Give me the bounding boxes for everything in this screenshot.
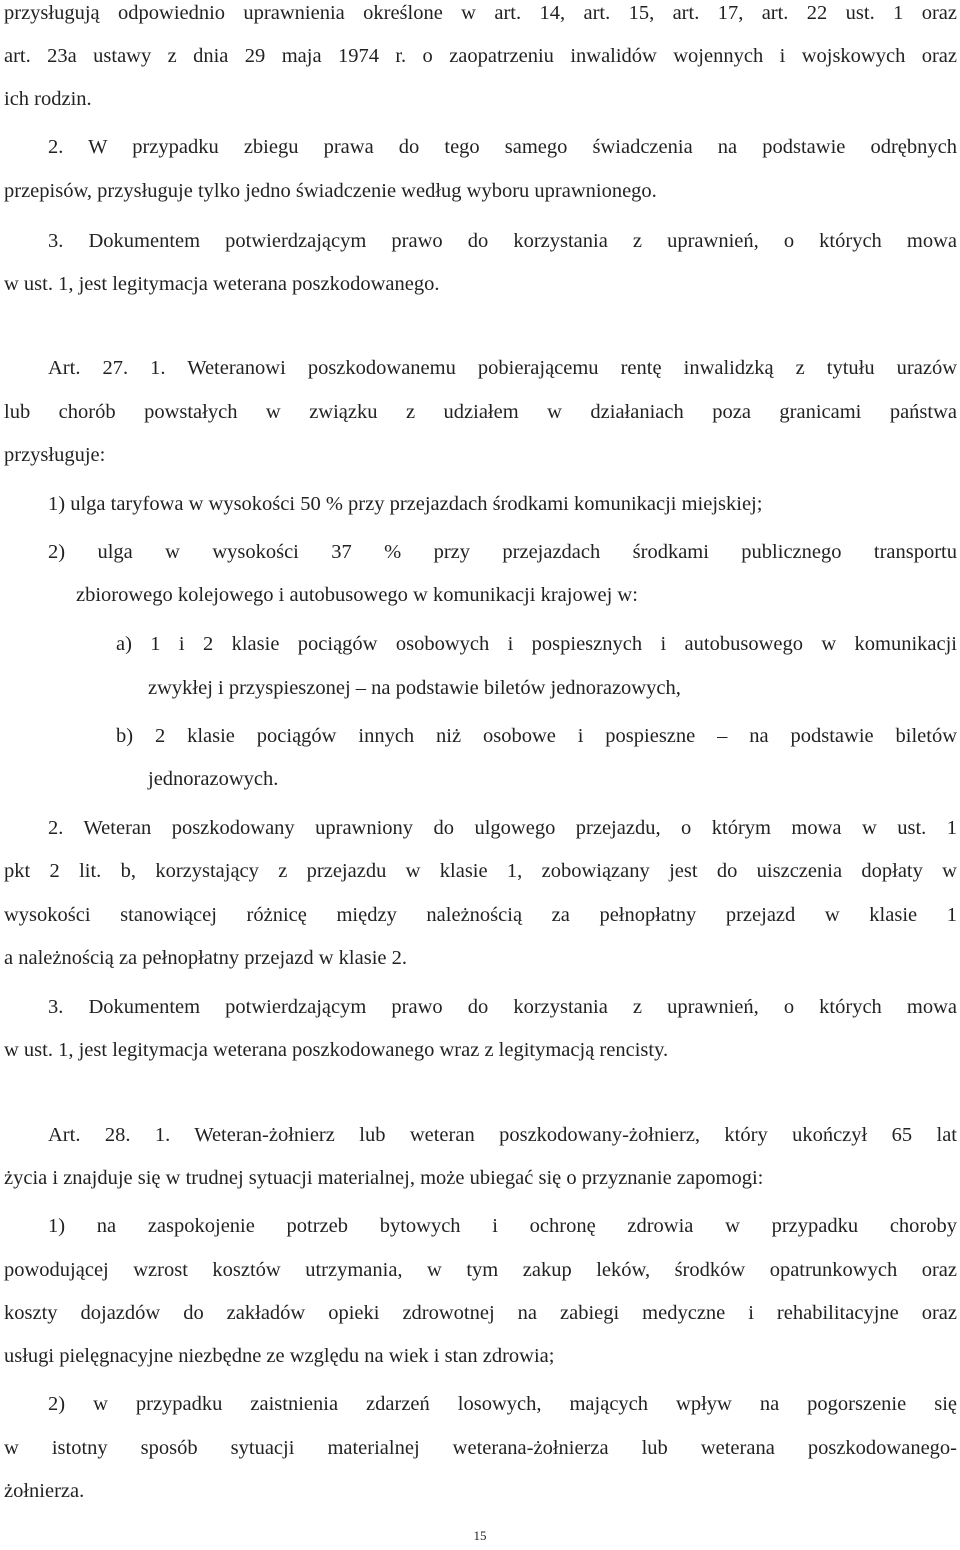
text-line: żołnierza. — [4, 1480, 85, 1502]
text-line: zwykłej i przyspieszonej – na podstawie biletów jednorazowych, — [148, 677, 681, 699]
text-line: koszty dojazdów do zakładów opieki zdrowotnej na zabiegi medyczne i rehabilitacyjne oraz — [4, 1302, 957, 1324]
text-line: wysokości stanowiącej różnicę między należnością za pełnopłatny przejazd w klasie 1 — [4, 904, 957, 926]
text-line: przysługują odpowiednio uprawnienia określone w art. 14, art. 15, art. 17, art. 22 ust. 1 oraz — [4, 2, 957, 24]
text-line: usługi pielęgnacyjne niezbędne ze względu na wiek i stan zdrowia; — [4, 1345, 555, 1367]
text-line: przysługuje: — [4, 444, 106, 466]
list-item: 1) ulga taryfowa w wysokości 50 % przy przejazdach środkami komunikacji miejskiej; — [48, 493, 763, 515]
text-line: jednorazowych. — [148, 768, 279, 790]
article-heading-line: Art. 28. 1. Weteran-żołnierz lub weteran poszkodowany-żołnierz, który ukończył 65 lat — [48, 1124, 957, 1146]
list-item: 2) w przypadku zaistnienia zdarzeń losowych, mających wpływ na pogorszenie się — [48, 1393, 957, 1415]
text-line: powodującej wzrost kosztów utrzymania, w tym zakup leków, środków opatrunkowych oraz — [4, 1259, 957, 1281]
text-line: w ust. 1, jest legitymacja weterana poszkodowanego. — [4, 273, 440, 295]
text-line: 2. W przypadku zbiegu prawa do tego samego świadczenia na podstawie odrębnych — [48, 136, 957, 158]
text-line: życia i znajduje się w trudnej sytuacji materialnej, może ubiegać się o przyznanie zapomogi: — [4, 1167, 764, 1189]
list-item: a) 1 i 2 klasie pociągów osobowych i pospiesznych i autobusowego w komunikacji — [116, 633, 957, 655]
page-number: 15 — [473, 1528, 487, 1543]
text-line: lub chorób powstałych w związku z udziałem w działaniach poza granicami państwa — [4, 401, 957, 423]
list-item: b) 2 klasie pociągów innych niż osobowe i pospieszne – na podstawie biletów — [116, 725, 957, 747]
text-line: art. 23a ustawy z dnia 29 maja 1974 r. o zaopatrzeniu inwalidów wojennych i wojskowych oraz — [4, 45, 957, 67]
text-line: 3. Dokumentem potwierdzającym prawo do korzystania z uprawnień, o których mowa — [48, 996, 957, 1018]
list-item: 2) ulga w wysokości 37 % przy przejazdach środkami publicznego transportu — [48, 541, 957, 563]
text-line: 2. Weteran poszkodowany uprawniony do ulgowego przejazdu, o którym mowa w ust. 1 — [48, 817, 957, 839]
text-line: pkt 2 lit. b, korzystający z przejazdu w klasie 1, zobowiązany jest do uiszczenia dopłaty w — [4, 860, 957, 882]
list-item: 1) na zaspokojenie potrzeb bytowych i ochronę zdrowia w przypadku choroby — [48, 1215, 957, 1237]
text-line: 3. Dokumentem potwierdzającym prawo do korzystania z uprawnień, o których mowa — [48, 230, 957, 252]
text-line: a należnością za pełnopłatny przejazd w klasie 2. — [4, 947, 407, 969]
text-line: w istotny sposób sytuacji materialnej weterana-żołnierza lub weterana poszkodowanego- — [4, 1437, 957, 1459]
text-line: ich rodzin. — [4, 88, 92, 110]
text-line: w ust. 1, jest legitymacja weterana poszkodowanego wraz z legitymacją rencisty. — [4, 1039, 669, 1061]
text-line: zbiorowego kolejowego i autobusowego w komunikacji krajowej w: — [76, 584, 638, 606]
text-line: przepisów, przysługuje tylko jedno świadczenie według wyboru uprawnionego. — [4, 180, 657, 202]
article-heading-line: Art. 27. 1. Weteranowi poszkodowanemu pobierającemu rentę inwalidzką z tytułu urazów — [48, 357, 957, 379]
